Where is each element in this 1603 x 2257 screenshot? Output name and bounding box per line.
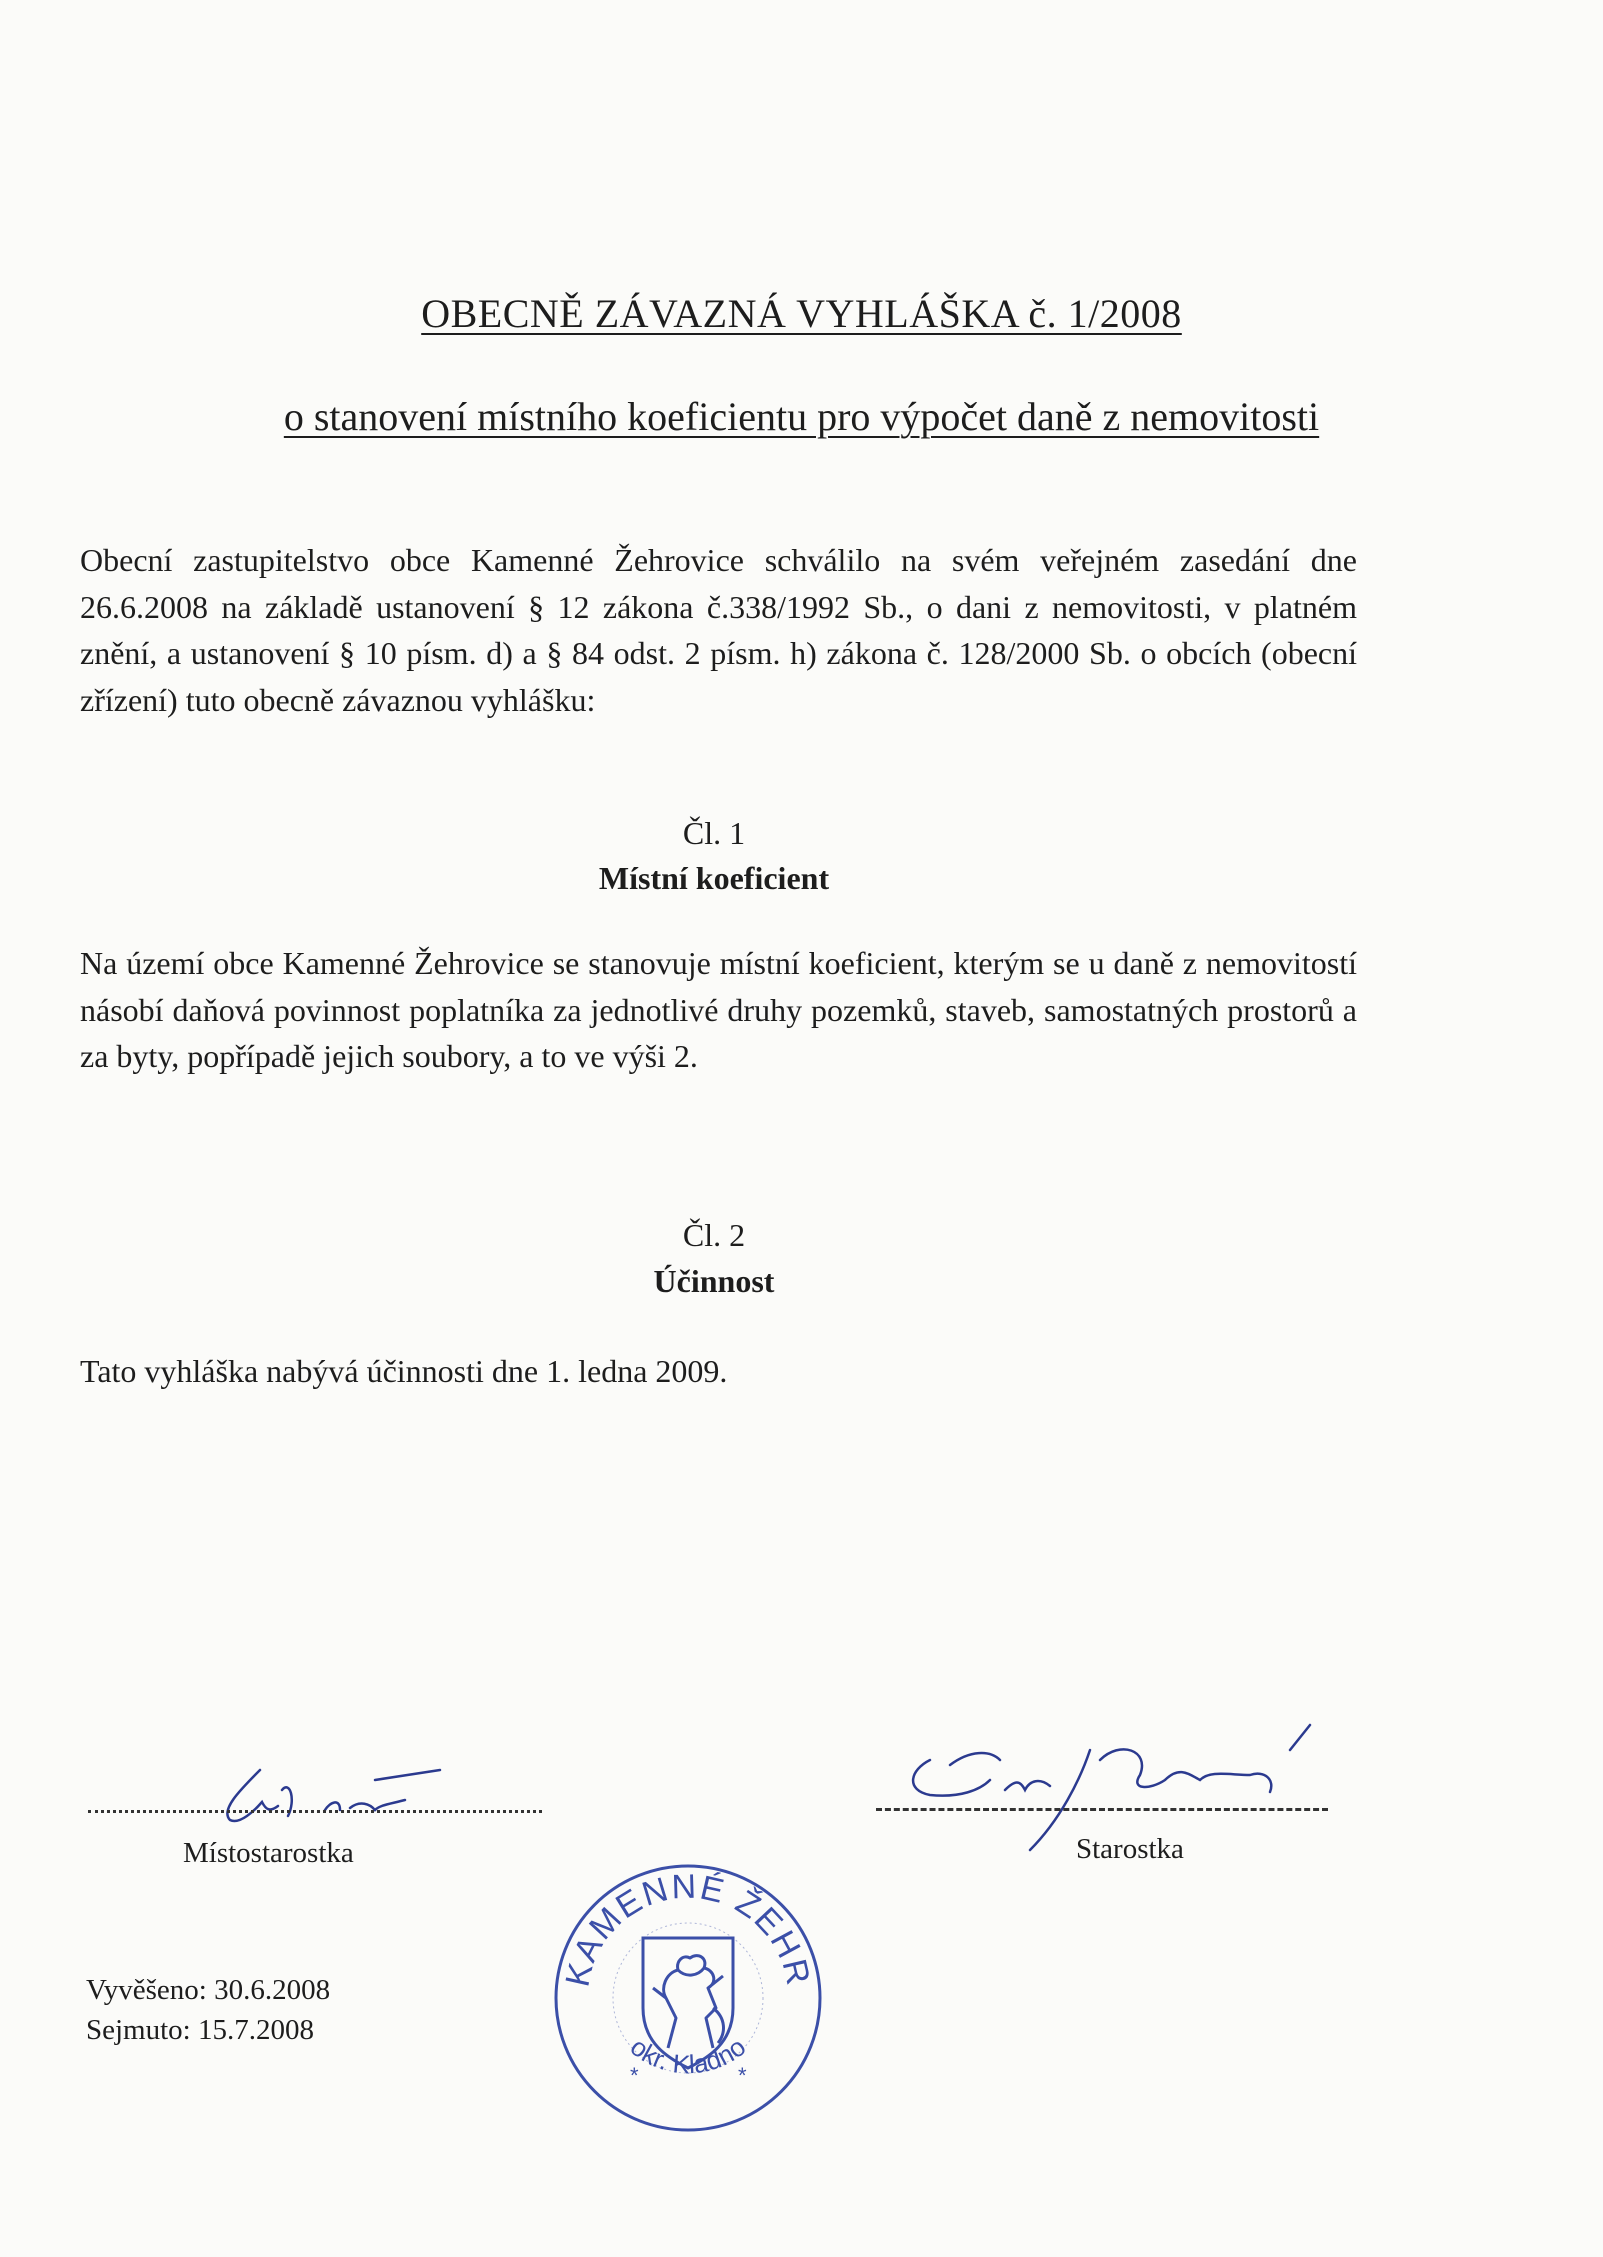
left-signature-label: Místostarostka bbox=[183, 1837, 354, 1869]
article-1-text: Na území obce Kamenné Žehrovice se stanovuje místní koeficient, kterým se u daně z nemovitostí násobí daňová povinnost poplatníka za jednotlivé druhy pozemků, staveb, samostatných prostorů a za byty, popřípadě jejich soubory, a to ve výši 2. bbox=[80, 945, 1357, 1074]
article-1-number: Čl. 1 bbox=[682, 815, 746, 851]
document-title: OBECNĚ ZÁVAZNÁ VYHLÁŠKA č. 1/2008 bbox=[421, 291, 1182, 336]
removed-date: Sejmuto: 15.7.2008 bbox=[86, 2014, 314, 2046]
left-signature bbox=[200, 1750, 460, 1830]
svg-text:*: * bbox=[630, 2063, 639, 2088]
svg-text:*: * bbox=[738, 2063, 747, 2088]
right-signature-label: Starostka bbox=[1076, 1833, 1184, 1865]
article-2-number: Čl. 2 bbox=[682, 1217, 746, 1253]
article-2-heading: Účinnost bbox=[653, 1263, 775, 1299]
right-signature-line bbox=[876, 1808, 1328, 1815]
document-subtitle: o stanovení místního koeficientu pro výpočet daně z nemovitosti bbox=[283, 394, 1320, 439]
article-1-heading: Místní koeficient bbox=[598, 860, 830, 896]
intro-paragraph: Obecní zastupitelstvo obce Kamenné Žehrovice schválilo na svém veřejném zasedání dne 26.6.2008 na základě ustanovení § 12 zákona č.338/1992 Sb., o dani z nemovitosti, v platném znění, a ustanovení § 10 písm. d) a § 84 odst. 2 písm. h) zákona č. 128/2000 Sb. o obcích (obecní zřízení) tuto obecně závaznou vyhlášku: bbox=[80, 542, 1357, 718]
left-signature-line bbox=[88, 1810, 542, 1817]
stamp-top-text: OBEC KAMENNÉ ŽEHROVICE bbox=[533, 1828, 818, 2001]
svg-text:OBEC KAMENNÉ ŽEHROVICE bbox=[534, 1828, 818, 2000]
posted-date: Vyvěšeno: 30.6.2008 bbox=[86, 1974, 331, 2006]
stamp-bottom-text: okr. Kladno bbox=[624, 2031, 752, 2080]
article-2-text: Tato vyhláška nabývá účinnosti dne 1. ledna 2009. bbox=[80, 1353, 728, 1389]
svg-text:okr. Kladno bbox=[625, 2031, 751, 2079]
municipal-stamp bbox=[533, 1828, 828, 2138]
